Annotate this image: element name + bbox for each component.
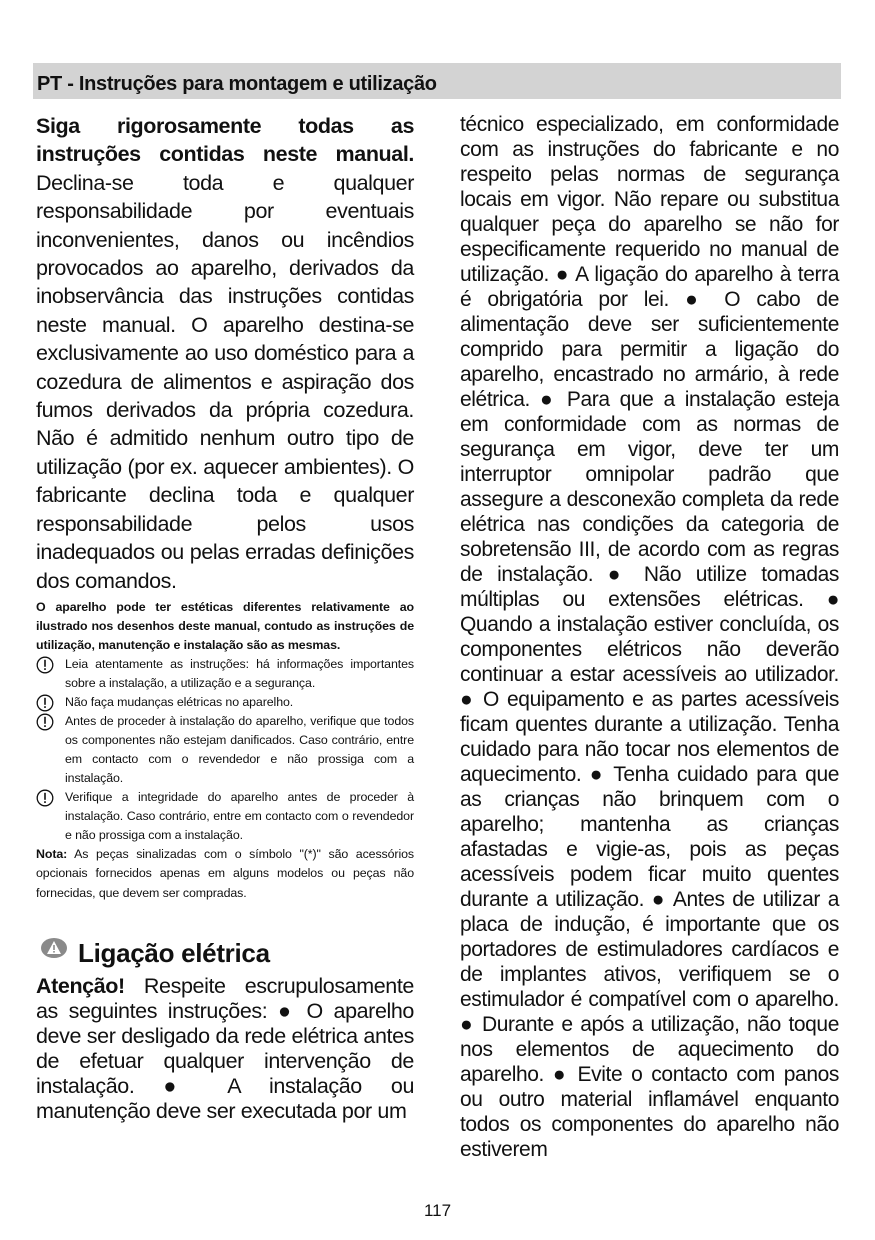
section-title: Ligação elétrica — [78, 938, 270, 969]
warning-item — [36, 712, 414, 788]
exclamation-circle-icon — [36, 694, 54, 712]
warning-item — [36, 655, 414, 693]
nota-text: As peças sinalizadas com o símbolo "(*)" são acessórios opcionais fornecidos apenas em alguns modelos ou peças não fornecidas, que devem ser compradas. — [36, 846, 414, 900]
section-heading — [36, 936, 414, 970]
nota-paragraph — [36, 845, 414, 904]
left-column — [36, 112, 414, 1124]
warning-item — [36, 788, 414, 845]
exclamation-circle-icon — [36, 656, 54, 674]
intro-bold-text: Siga rigorosamente todas as instruções contidas neste manual. — [36, 114, 414, 167]
warning-text: Leia atentamente as instruções: há informações importantes sobre a instalação, a utilização e a segurança. — [65, 656, 414, 690]
right-column-text: técnico especializado, em conformidade com as instruções do fabricante e no respeito pelas normas de segurança locais em vigor. Não repare ou substitua qualquer peça do aparelho se não for especificamente requerido no manual de utilização. ● A ligação do aparelho à terra é obrigatória por lei. ● O cabo de alimentação deve ser suficientemente comprido para permitir a ligação do aparelho, encastrado no armário, à rede elétrica. ● Para que a instalação esteja em conformidade com as normas de segurança em vigor, deve ter um interruptor omnipolar padrão que assegure a desconexão completa da rede elétrica nas condições da categoria de sobretensão III, de acordo com as regras de instalação. ● Não utilize tomadas múltiplas ou extensões elétricas. ● Quando a instalação estiver concluída, os componentes elétricos não deverão continuar a estar acessíveis ao utilizador. ● O equipamento e as partes acessíveis ficam quentes durante a utilização. Tenha cuidado para não tocar nos elementos de aquecimento. ● Tenha cuidado para que as crianças não brinquem com o aparelho; mantenha as crianças afastadas e vigie-as, pois as peças acessíveis podem ficar muito quentes durante a utilização. ● Antes de utilizar a placa de indução, é importante que os portadores de estimuladores cardíacos e de implantes ativos, verifiquem se o estimulador é compatível com o aparelho. ● Durante e após a utilização, não toque nos elementos de aquecimento do aparelho. ● Evite o contacto com panos ou outro material inflamável enquanto todos os componentes do aparelho não estiverem — [460, 113, 839, 1161]
section-header-bar — [33, 63, 841, 99]
exclamation-circle-icon — [36, 713, 54, 731]
warning-text: Antes de proceder à instalação do aparelho, verifique que todos os componentes não estejam danificados. Caso contrário, entre em contacto com o revendedor e não prossiga com a instalação. — [65, 713, 414, 785]
intro-body-text: Declina-se toda e qualquer responsabilidade por eventuais inconvenientes, danos ou incêndios provocados ao aparelho, derivados da inobservância das instruções contidas neste manual. O aparelho destina-se exclusivamente ao uso doméstico para a cozedura de alimentos e aspiração dos fumos derivados da própria cozedura. Não é admitido nenhum outro tipo de utilização (por ex. aquecer ambientes). O fabricante declina toda e qualquer responsabilidade pelos usos inadequados ou pelas erradas definições dos comandos. — [36, 170, 414, 593]
nota-label: Nota: — [36, 846, 68, 861]
section-body — [36, 974, 414, 1124]
warning-triangle-icon — [40, 937, 68, 959]
page-title: PT - Instruções para montagem e utilização — [37, 73, 437, 95]
section-body-text: Respeite escrupulosamente as seguintes instruções: ● O aparelho deve ser desligado da rede elétrica antes de efetuar qualquer intervenção de instalação. ● A instalação ou manutenção deve ser executada por um — [36, 974, 414, 1124]
page-number: 117 — [423, 1201, 452, 1220]
intro-paragraph — [36, 112, 414, 595]
warning-item — [36, 693, 414, 712]
warning-text: Verifique a integridade do aparelho antes de proceder à instalação. Caso contrário, entre em contacto com o revendedor e não prossiga com a instalação. — [65, 789, 414, 842]
attention-label: Atenção! — [36, 974, 125, 999]
exclamation-circle-icon — [36, 789, 54, 807]
aesthetic-note: O aparelho pode ter estéticas diferentes relativamente ao ilustrado nos desenhos deste manual, contudo as instruções de utilização, manutenção e instalação são as mesmas. — [36, 599, 414, 652]
right-column — [460, 112, 839, 1162]
warning-text: Não faça mudanças elétricas no aparelho. — [65, 694, 294, 709]
